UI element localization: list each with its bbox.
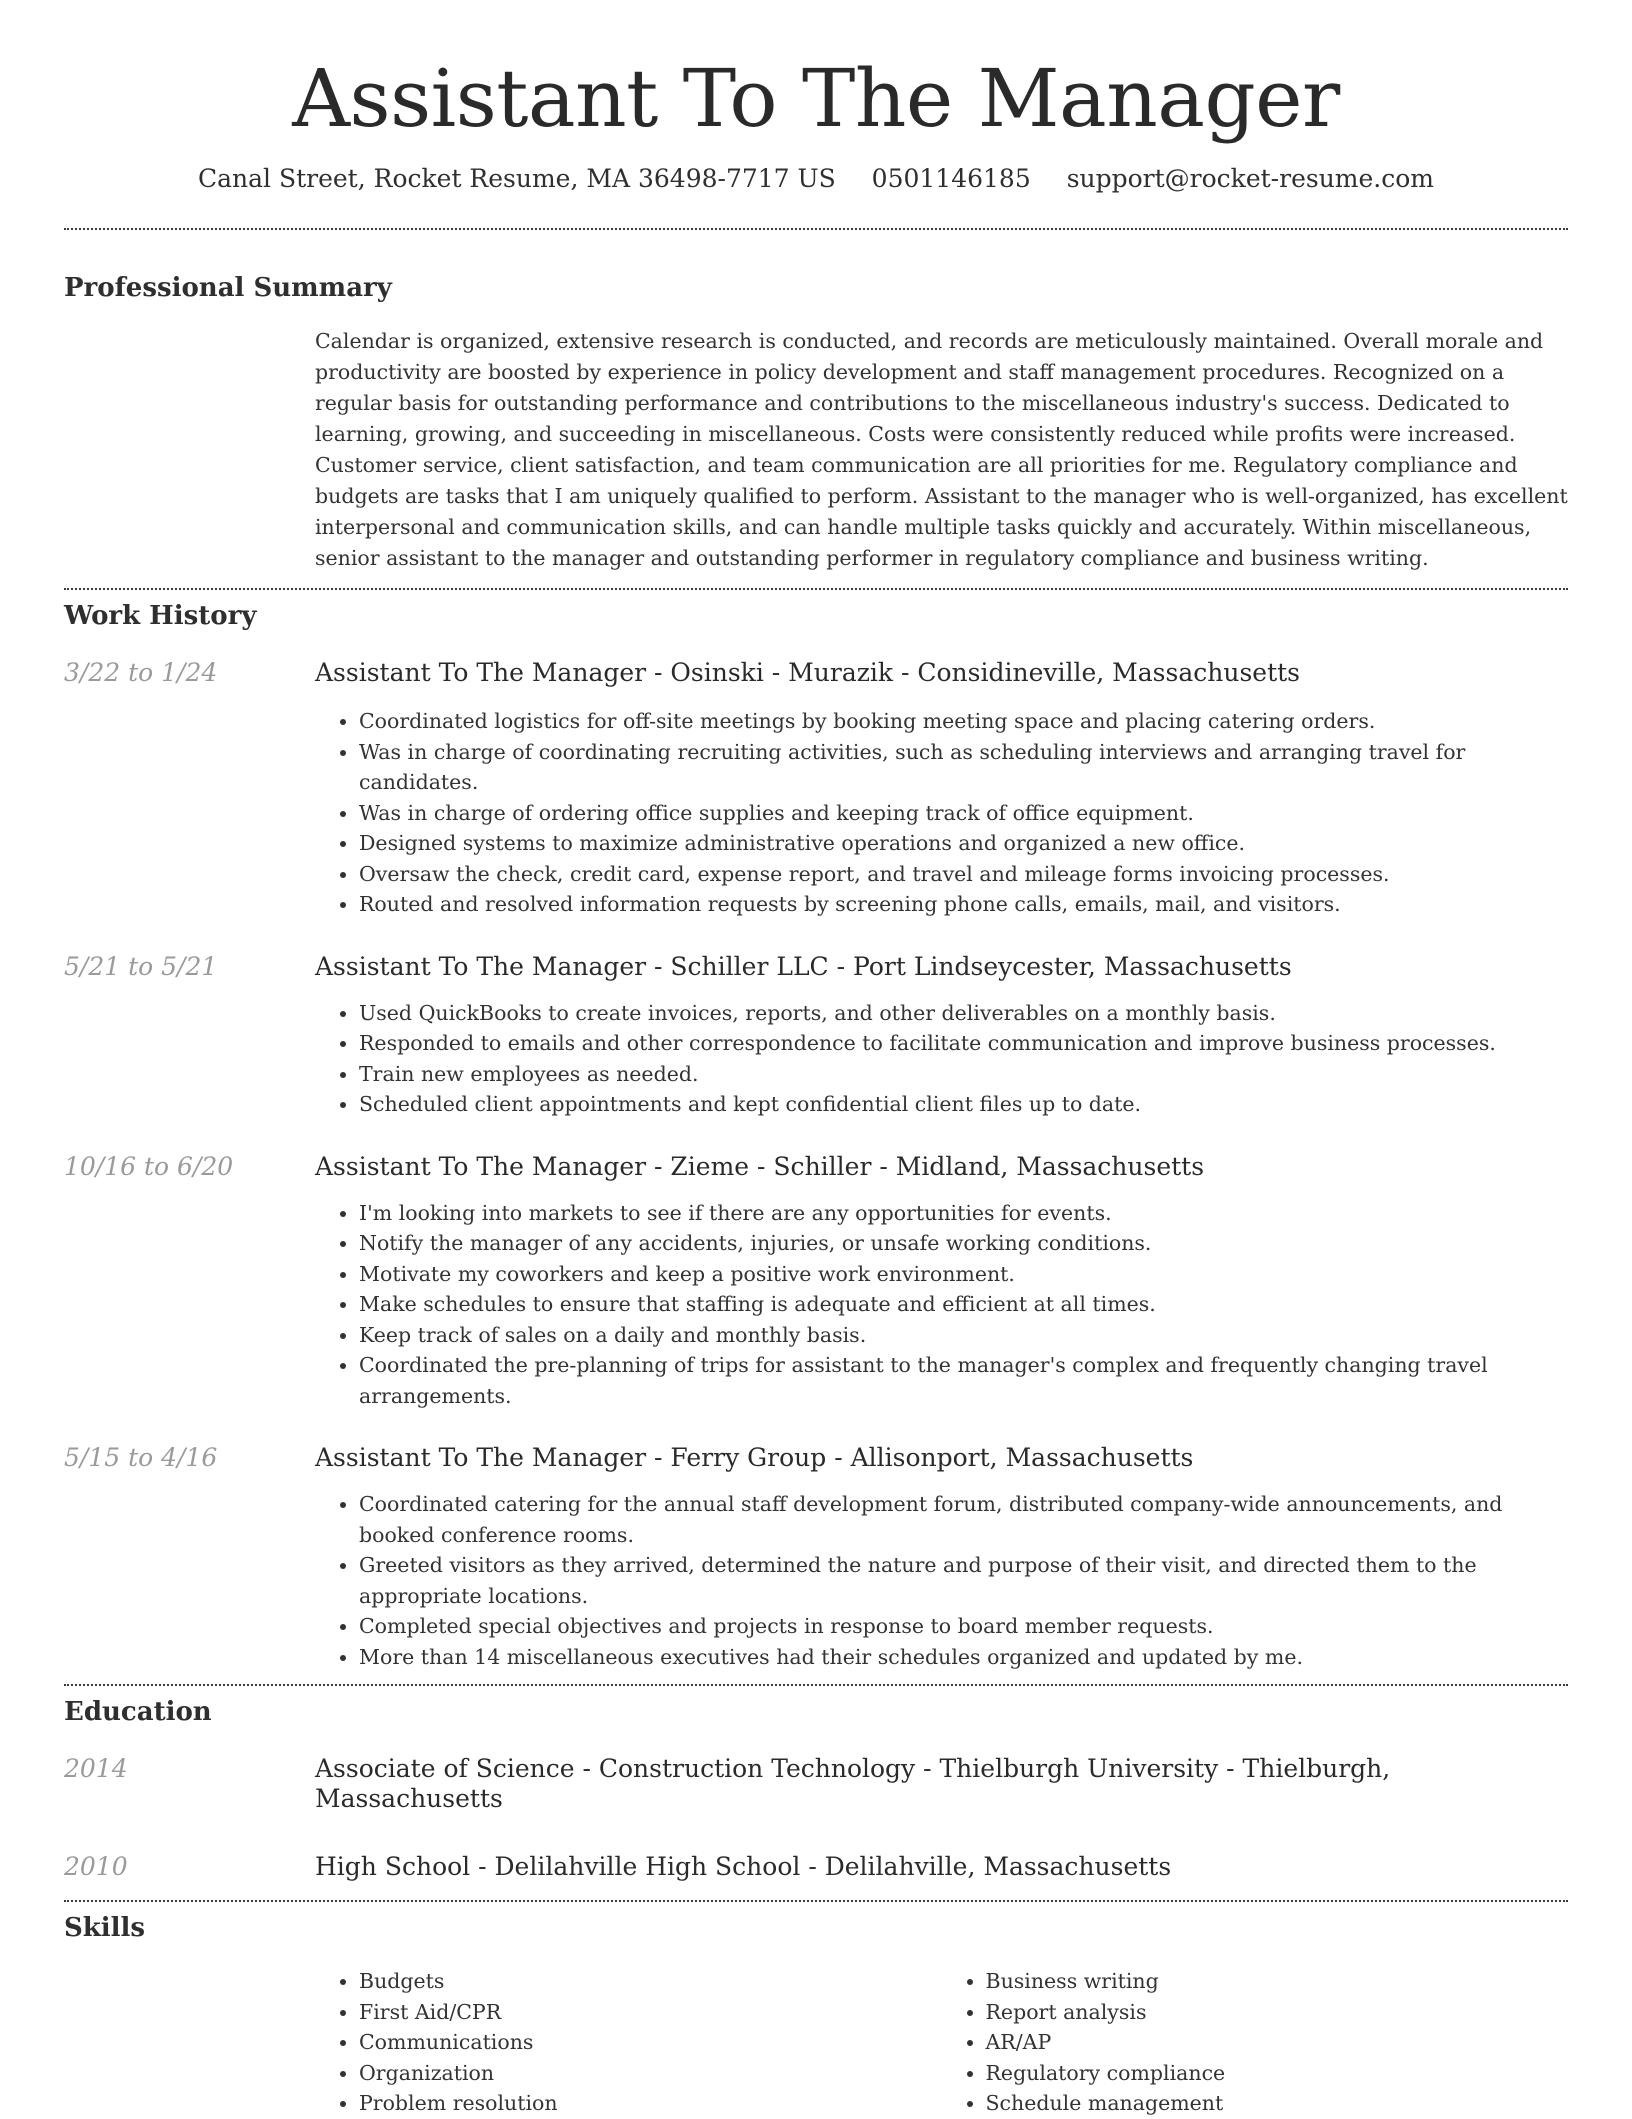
resume-page <box>64 0 1568 2119</box>
skill-item: • Regulatory compliance <box>986 2058 1569 2089</box>
divider <box>64 1900 1568 1902</box>
job-entry <box>64 658 1568 920</box>
contact-line <box>64 164 1568 194</box>
education-title: High School - Delilahville High School - Delilahville, Massachusetts <box>315 1852 1172 1881</box>
list-item: • Responded to emails and other correspondence to facilitate communication and improve business processes. <box>359 1028 1568 1059</box>
job-date: 10/16 to 6/20 <box>64 1151 234 1181</box>
list-item: • Coordinated the pre-planning of trips for assistant to the manager's complex and frequently changing travel arrangements. <box>359 1350 1568 1411</box>
skill-item: • Organization <box>359 2058 942 2089</box>
list-item: • Coordinated logistics for off-site meetings by booking meeting space and placing catering orders. <box>359 706 1568 737</box>
list-item: • Train new employees as needed. <box>359 1059 1568 1090</box>
job-date: 5/15 to 4/16 <box>64 1443 218 1472</box>
skills-list-left <box>315 1966 942 2119</box>
list-item: • Designed systems to maximize administrative operations and organized a new office. <box>359 828 1568 859</box>
resume-name: Assistant To The Manager <box>292 52 1340 145</box>
skill-item: • Communications <box>359 2027 942 2058</box>
education-section <box>64 1696 1568 1882</box>
list-item: • More than 14 miscellaneous executives had their schedules organized and updated by me. <box>359 1642 1568 1673</box>
job-entry <box>64 952 1568 1120</box>
list-item: • Greeted visitors as they arrived, determined the nature and purpose of their visit, and directed them to the appropriate locations. <box>359 1550 1568 1611</box>
list-item: • Notify the manager of any accidents, injuries, or unsafe working conditions. <box>359 1228 1568 1259</box>
education-date: 2014 <box>64 1754 128 1783</box>
job-entry <box>64 1152 1568 1412</box>
contact-phone: 0501146185 <box>871 164 1031 193</box>
list-item: • Keep track of sales on a daily and monthly basis. <box>359 1320 1568 1351</box>
skills-section <box>64 1912 1568 2119</box>
contact-address: Canal Street, Rocket Resume, MA 36498-7717 US <box>197 164 836 193</box>
summary-section <box>64 272 1568 574</box>
list-item: • Make schedules to ensure that staffing is adequate and efficient at all times. <box>359 1289 1568 1320</box>
list-item: • Was in charge of ordering office supplies and keeping track of office equipment. <box>359 798 1568 829</box>
skill-item: • Report analysis <box>986 1997 1569 2028</box>
job-date: 3/22 to 1/24 <box>64 658 218 687</box>
skill-item: • Business writing <box>986 1966 1569 1997</box>
education-date: 2010 <box>64 1852 128 1881</box>
skill-item: • First Aid/CPR <box>359 1997 942 2028</box>
summary-heading: Professional Summary <box>64 273 392 303</box>
job-bullets <box>315 998 1568 1120</box>
education-entry <box>64 1754 1568 1814</box>
divider <box>64 228 1568 230</box>
divider <box>64 588 1568 590</box>
work-history-heading: Work History <box>64 601 257 631</box>
skill-item: • Budgets <box>359 1966 942 1997</box>
education-entry <box>64 1852 1568 1882</box>
skill-item: • Schedule management <box>986 2088 1569 2119</box>
job-bullets <box>315 706 1568 920</box>
skills-heading: Skills <box>64 1913 146 1943</box>
divider <box>64 1684 1568 1686</box>
contact-email: support@rocket-resume.com <box>1066 164 1434 193</box>
work-history-section <box>64 600 1568 1672</box>
skill-item: • Problem resolution <box>359 2088 942 2119</box>
list-item: • Was in charge of coordinating recruiting activities, such as scheduling interviews and arranging travel for candidates. <box>359 737 1568 798</box>
list-item: • Scheduled client appointments and kept confidential client files up to date. <box>359 1089 1568 1120</box>
job-title: Assistant To The Manager - Ferry Group - Allisonport, Massachusetts <box>315 1443 1194 1472</box>
job-date: 5/21 to 5/21 <box>64 951 218 981</box>
job-title: Assistant To The Manager - Zieme - Schiller - Midland, Massachusetts <box>315 1151 1205 1181</box>
job-bullets <box>315 1198 1568 1412</box>
job-bullets <box>315 1489 1568 1672</box>
list-item: • Completed special objectives and projects in response to board member requests. <box>359 1611 1568 1642</box>
skill-item: • AR/AP <box>986 2027 1569 2058</box>
education-title: Associate of Science - Construction Technology - Thielburgh University - Thielburgh, Massachusetts <box>315 1754 1391 1813</box>
job-title: Assistant To The Manager - Osinski - Murazik - Considineville, Massachusetts <box>315 658 1300 687</box>
education-heading: Education <box>64 1697 212 1727</box>
list-item: • I'm looking into markets to see if there are any opportunities for events. <box>359 1198 1568 1229</box>
list-item: • Routed and resolved information requests by screening phone calls, emails, mail, and visitors. <box>359 889 1568 920</box>
list-item: • Used QuickBooks to create invoices, reports, and other deliverables on a monthly basis. <box>359 998 1568 1029</box>
summary-text: Calendar is organized, extensive research is conducted, and records are meticulously maintained. Overall morale and productivity are boosted by experience in policy development and staff management procedures. Recognized on a regular basis for outstanding performance and contributions to the miscellaneous industry's success. Dedicated to learning, growing, and succeeding in miscellaneous. Costs were consistently reduced while profits were increased. Customer service, client satisfaction, and team communication are all priorities for me. Regulatory compliance and budgets are tasks that I am uniquely qualified to perform. Assistant to the manager who is well-organized, has excellent interpersonal and communication skills, and can handle multiple tasks quickly and accurately. Within miscellaneous, senior assistant to the manager and outstanding performer in regulatory compliance and business writing. <box>315 329 1568 570</box>
list-item: • Oversaw the check, credit card, expense report, and travel and mileage forms invoicing processes. <box>359 859 1568 890</box>
job-title: Assistant To The Manager - Schiller LLC - Port Lindseycester, Massachusetts <box>315 951 1292 981</box>
job-entry <box>64 1443 1568 1672</box>
list-item: • Motivate my coworkers and keep a positive work environment. <box>359 1259 1568 1290</box>
list-item: • Coordinated catering for the annual staff development forum, distributed company-wide announcements, and booked conference rooms. <box>359 1489 1568 1550</box>
skills-list-right <box>942 1966 1569 2119</box>
